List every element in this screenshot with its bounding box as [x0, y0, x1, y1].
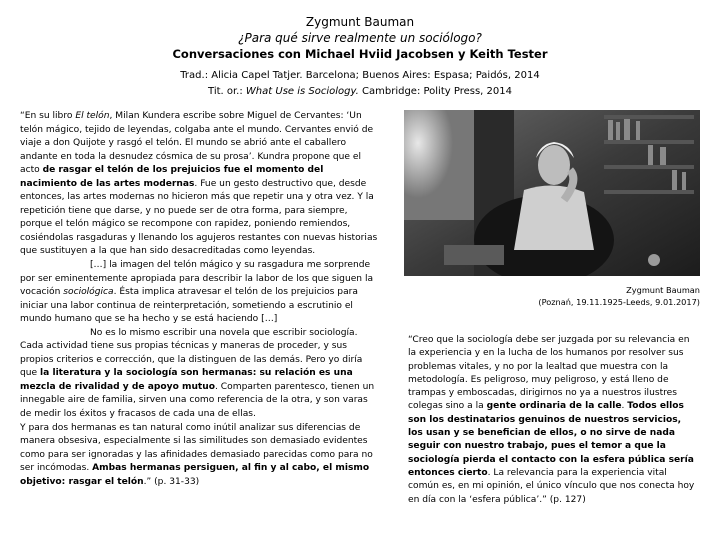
caption-dates: (Poznań, 19.11.1925-Leeds, 9.01.2017)	[538, 297, 700, 307]
italic-run: sociológica	[63, 287, 114, 298]
text-run: . Comparten parentesco, tienen un innegable aire de familia, sirven una como referencia de la otra, y son varas de medir los éxitos y fracasos de cada una de ellas.	[20, 381, 375, 420]
text-run: “En su libro	[20, 111, 76, 121]
quote-paragraph-2	[20, 259, 378, 327]
text-run: . La relevancia para la experiencia vital común es, en mi opinión, el único vínculo que nos conecta hoy en día con la ‘esfera pública’.” (p. 127)	[408, 467, 695, 505]
text-run: Y para dos hermanas es tan natural como inútil analizar sus diferencias de manera obsesiva, especialmente si las similitudes son demasiado evidentes como para ser ignoradas y las afinidades demasiado parecidas como para no ser incómodas.	[20, 422, 373, 474]
quote-paragraph-4	[20, 422, 378, 490]
document-header	[0, 14, 720, 100]
right-quote-column	[408, 334, 698, 507]
bold-run: la literatura y la sociología son hermanas: su relación es una mezcla de rivalidad y de apoyo mutuo	[20, 368, 353, 392]
original-title-line	[0, 84, 720, 100]
text-run: […] la imagen del telón mágico y su rasgadura me sorprende por ser eminentemente apropiada para describir la labor de los que siguen la vocación	[20, 260, 374, 298]
portrait-photo-icon	[404, 110, 700, 276]
book-subtitle: Conversaciones con Michael Hviid Jacobsen y Keith Tester	[172, 47, 548, 61]
left-quote-column	[20, 110, 378, 489]
book-reference: El telón	[75, 111, 110, 121]
text-run: .	[621, 401, 628, 412]
bold-run: Todos ellos son los destinatarios genuinos de nuestros servicios, los usan y se benefician de ellos, o no sirve de nada seguir con nuestro trabajo, pues el temor a que la sociología pierda el contacto con la esfera pública sería entonces cierto	[408, 401, 694, 478]
text-run: “Creo que la sociología debe ser juzgada por su relevancia en la experiencia y en la lucha de los humanos por resolver sus problemas vitales, y no por la lealtad que muestra con la metodología. Es peligroso, muy peligroso, y está lleno de trampas y emboscadas, dirigirnos no ya a nuestros ilustres colegas sino a la	[408, 335, 690, 412]
orig-suffix: Cambridge: Polity Press, 2014	[358, 86, 512, 97]
photo-caption	[404, 284, 700, 308]
bold-run: de rasgar el telón de los prejuicios fue el momento del nacimiento de las artes modernas	[20, 165, 324, 189]
text-run: No es lo mismo escribir una novela que escribir sociología. Cada actividad tiene sus propias técnicas y maneras de proceder, y sus propios criterios e corrección, que la distinguen de las demás. Pero yo diría que	[20, 327, 363, 379]
text-run: , Milan Kundera escribe sobre Miguel de Cervantes: ‘Un telón mágico, tejido de leyendas, colgaba ante el mundo. Cervantes envió de viaje a don Quijote y rasgó el telón. El mundo se abrió ante el caballero andante en toda la desnudez cósmica de su prosa’. Kundra propone que el acto	[20, 111, 374, 176]
caption-name: Zygmunt Bauman	[626, 285, 700, 295]
portrait-photo	[404, 110, 700, 276]
translation-line: Trad.: Alicia Capel Tatjer. Barcelona; Buenos Aires: Espasa; Paidós, 2014	[180, 70, 540, 81]
orig-title: What Use is Sociology.	[245, 86, 359, 97]
bold-run: Ambas hermanas persiguen, al fin y al cabo, el mismo objetivo: rasgar el telón	[20, 463, 370, 487]
book-title: ¿Para qué sirve realmente un sociólogo?	[238, 31, 482, 45]
author-name: Zygmunt Bauman	[305, 15, 415, 29]
text-run: .” (p. 31-33)	[143, 476, 200, 487]
quote-paragraph-1	[20, 110, 378, 259]
text-run: . Fue un gesto destructivo que, desde entonces, las artes modernas no hicieron más que repetir una y otra vez. Y la repetición tiene que darse, y no puede ser de otra forma, para siempre, porque el telón mágico se recompone con rapidez, poniendo remiendos, cosiéndolas rasgaduras y llenando los agujeros restantes con nuevas historias que sustituyen a la que han sido desacreditadas como leyendas.	[20, 178, 378, 257]
bold-run: gente ordinaria de la calle	[486, 401, 622, 412]
quote-paragraph-3	[20, 327, 378, 422]
right-quote-paragraph	[408, 334, 698, 507]
text-run: . Ésta implica atravesar el telón de los prejuicios para iniciar una labor continua de reinterpretación, sometiendo a escrutinio el mundo humano que se ha hecho y se está haciendo […]	[20, 287, 358, 325]
orig-prefix: Tit. or.:	[208, 86, 246, 97]
